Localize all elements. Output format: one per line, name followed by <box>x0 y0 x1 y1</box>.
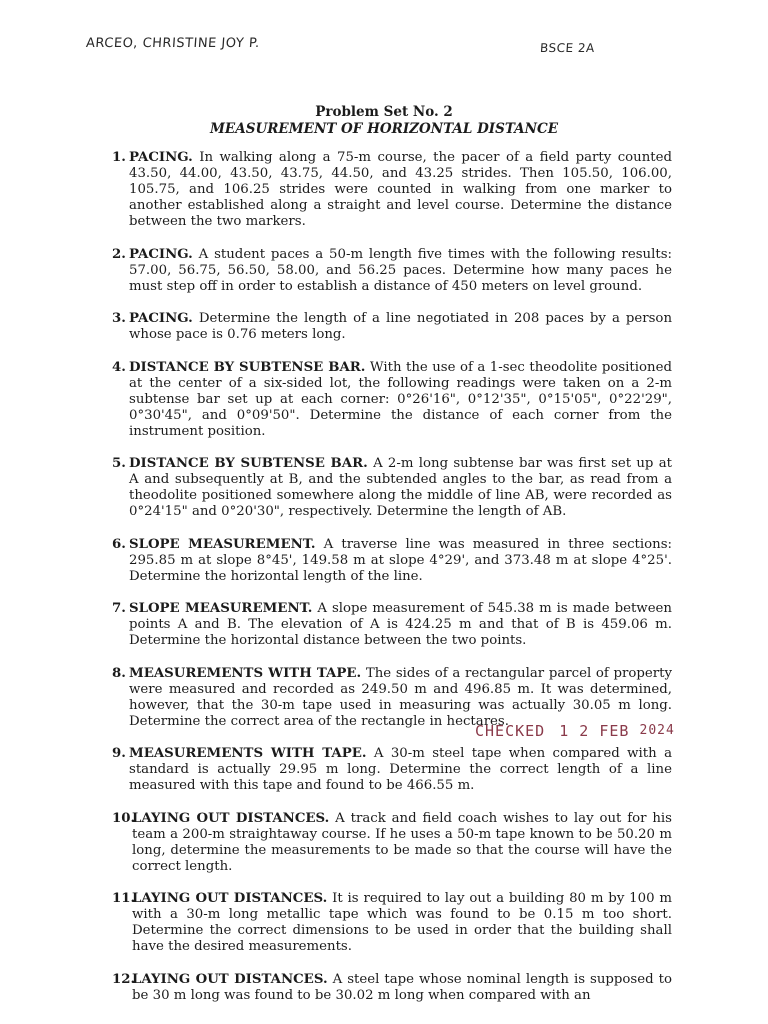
problem-number: 7. <box>112 601 126 616</box>
problem-item <box>112 247 672 295</box>
problem-item <box>112 811 672 875</box>
problem-heading: LAYING OUT DISTANCES. <box>132 971 328 987</box>
problem-heading: LAYING OUT DISTANCES. <box>132 810 330 826</box>
problem-number: 12. <box>112 971 136 987</box>
problem-text: A steel tape whose nominal length is supposed to be 30 m long was found to be 30.02 m long when compared with an <box>132 971 672 1003</box>
problem-heading: SLOPE MEASUREMENT. <box>129 536 316 552</box>
problem-item <box>112 537 672 585</box>
problem-item <box>112 456 672 520</box>
problem-heading: PACING. <box>129 246 193 262</box>
problem-item <box>112 311 672 343</box>
problem-heading: LAYING OUT DISTANCES. <box>132 891 328 906</box>
stamp-year: 2024 <box>639 723 675 738</box>
problem-number: 4. <box>112 359 126 375</box>
problem-text: A track and field coach wishes to lay out for his team a 200-m straightaway course. If he uses a 50-m tape known to be 50.20 m long, determine the measurements to be made so that the course will have the correct length. <box>132 810 672 874</box>
student-name: ARCEO, CHRISTINE JOY P. <box>85 36 261 51</box>
problem-list <box>112 150 672 1020</box>
stamp-label: CHECKED <box>475 722 546 740</box>
problem-text: In walking along a 75-m course, the pacer of a field party counted 43.50, 44.00, 43.50, 43.75, 44.50, and 43.25 strides. Then 105.50, 106.00, 105.75, and 106.25 strides were counted in walking from one marker to another established along a straight and level course. Determine the distance between the two markers. <box>129 150 673 229</box>
problem-text: A slope measurement of 545.38 m is made between points A and B. The elevation of A is 424.25 m and that of B is 459.06 m. Determine the horizontal distance between the two points. <box>129 601 672 648</box>
problem-text: A 2-m long subtense bar was first set up at A and subsequently at B, and the subtended angles to the bar, as read from a theodolite positioned somewhere along the middle of line AB, were recorded as 0°24'15" and 0°20'30", respectively. Determine the length of AB. <box>129 456 672 519</box>
problem-heading: MEASUREMENTS WITH TAPE. <box>129 746 367 761</box>
problem-set-title: Problem Set No. 2 <box>315 104 453 120</box>
problem-number: 11. <box>112 891 136 906</box>
problem-item <box>112 972 672 1004</box>
problem-set-subject: MEASUREMENT OF HORIZONTAL DISTANCE <box>209 121 558 137</box>
problem-number: 8. <box>112 665 126 681</box>
stamp-day: 1 2 <box>559 722 590 740</box>
problem-number: 9. <box>112 746 126 761</box>
problem-text: The sides of a rectangular parcel of property were measured and recorded as 249.50 m and 496.85 m. It was determined, however, that the 30-m tape used in measuring was actually 30.05 m long. Determine the correct area of the rectangle in hectares. <box>129 665 672 729</box>
problem-heading: SLOPE MEASUREMENT. <box>129 601 313 616</box>
problem-text: Determine the length of a line negotiated in 208 paces by a person whose pace is 0.76 meters long. <box>129 311 673 342</box>
problem-number: 5. <box>112 456 126 471</box>
section-label: BSCE 2A <box>539 41 596 55</box>
problem-item <box>112 666 672 730</box>
problem-text: A 30-m steel tape when compared with a standard is actually 29.95 m long. Determine the correct length of a line measured with this tape and found to be 466.55 m. <box>129 746 672 793</box>
problem-heading: MEASUREMENTS WITH TAPE. <box>129 665 362 681</box>
problem-heading: DISTANCE BY SUBTENSE BAR. <box>129 359 366 375</box>
checked-stamp <box>475 722 675 740</box>
problem-number: 6. <box>112 536 126 552</box>
problem-number: 10. <box>112 810 136 826</box>
problem-text: A student paces a 50-m length five times with the following results: 57.00, 56.75, 56.50, 58.00, and 56.25 paces. Determine how many paces he must step off in order to establish a distance of 450 meters on level ground. <box>129 246 673 294</box>
problem-heading: PACING. <box>129 311 193 326</box>
problem-item <box>112 150 672 230</box>
problem-item <box>112 891 672 955</box>
problem-heading: DISTANCE BY SUBTENSE BAR. <box>129 456 368 471</box>
problem-heading: PACING. <box>129 150 193 165</box>
problem-text: It is required to lay out a building 80 m by 100 m with a 30-m long metallic tape which was found to be 0.15 m too short. Determine the correct dimensions to be used in order that the building shall have the desired measurements. <box>132 891 672 954</box>
stamp-month: FEB <box>599 722 630 740</box>
problem-number: 2. <box>112 246 126 262</box>
problem-item <box>112 746 672 794</box>
problem-item <box>112 601 672 649</box>
problem-text: With the use of a 1-sec theodolite positioned at the center of a six-sided lot, the following readings were taken on a 2-m subtense bar set up at each corner: 0°26'16", 0°12'35", 0°15'05", 0°22'29", 0°30'45", and 0°09'50". Determine the distance of each corner from the instrument position. <box>129 359 672 439</box>
problem-number: 1. <box>112 150 126 165</box>
problem-text: A traverse line was measured in three sections: 295.85 m at slope 8°45', 149.58 m at slope 4°29', and 373.48 m at slope 4°25'. Determine the horizontal length of the line. <box>129 536 673 584</box>
problem-number: 3. <box>112 311 126 326</box>
problem-item <box>112 360 672 440</box>
title-block <box>0 104 768 138</box>
